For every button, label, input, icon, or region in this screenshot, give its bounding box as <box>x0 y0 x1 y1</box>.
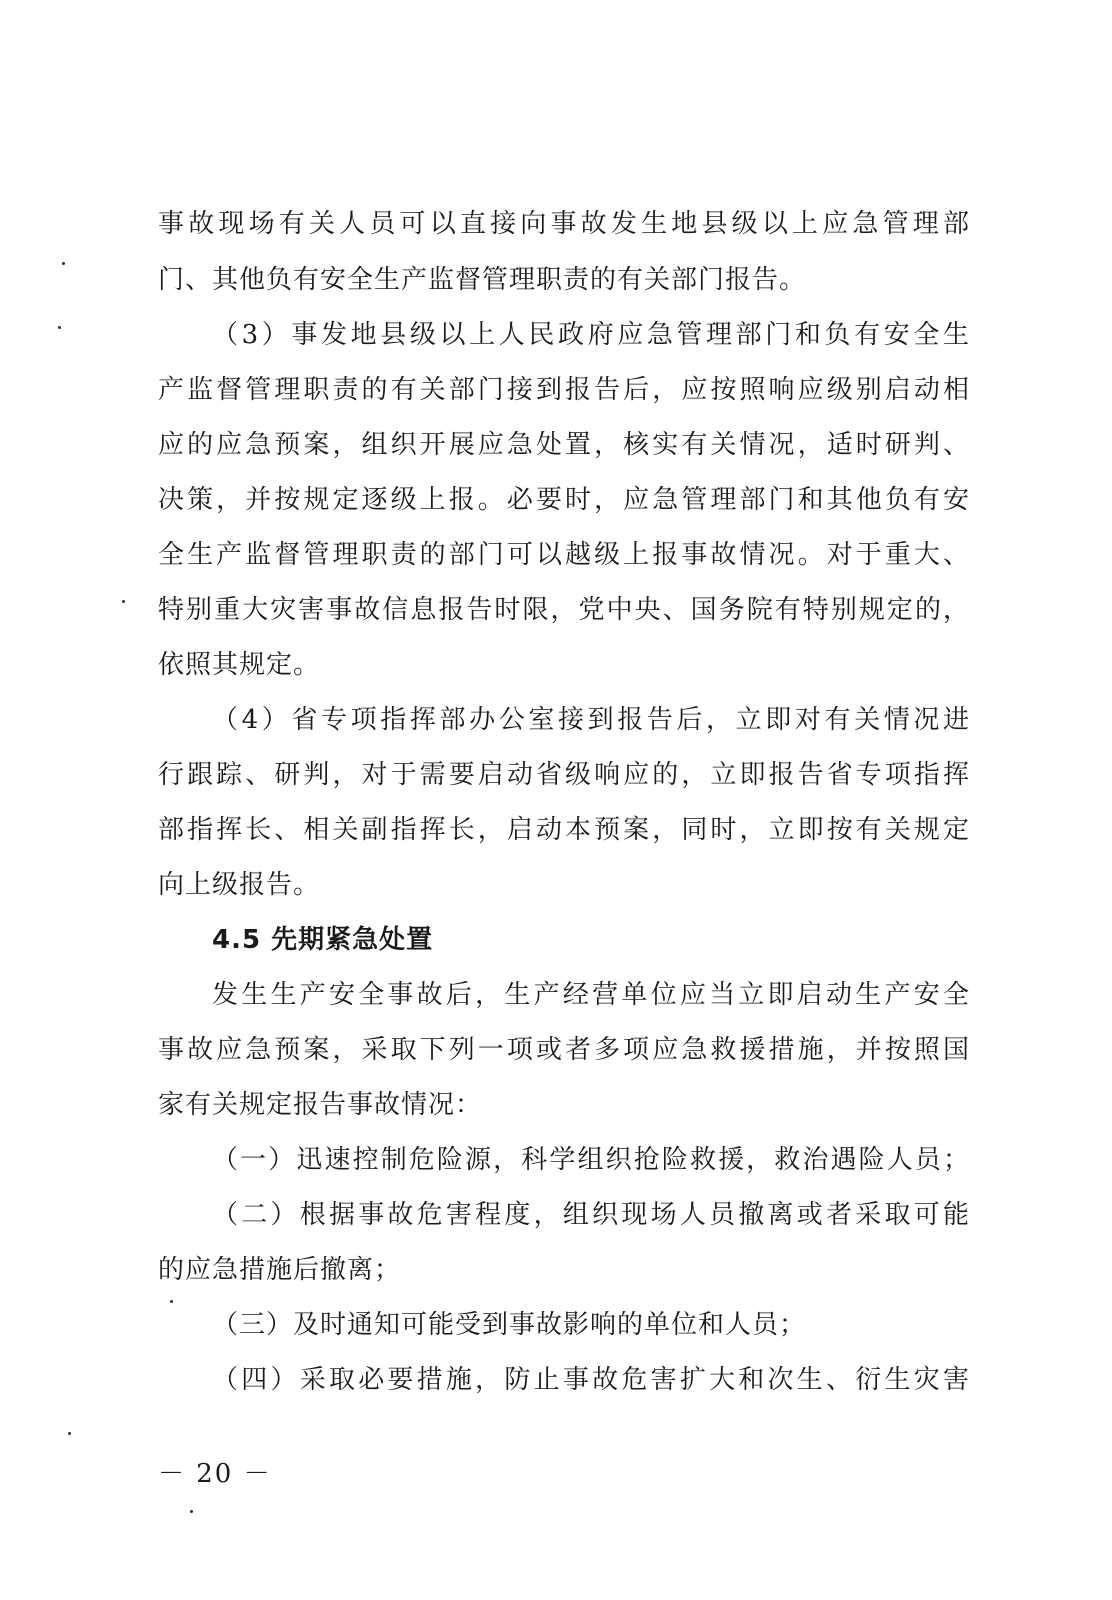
body-line: （一）迅速控制危险源，科学组织抢险救援，救治遇险人员； <box>212 1145 970 1175</box>
body-line: 部指挥长、相关副指挥长，启动本预案，同时，立即按有关规定 <box>158 815 970 845</box>
page-number: － 20 － <box>158 1459 272 1489</box>
body-line: （3）事发地县级以上人民政府应急管理部门和负有安全生 <box>212 320 970 350</box>
body-line: 向上级报告。 <box>158 870 321 900</box>
body-line: 产监督管理职责的有关部门接到报告后，应按照响应级别启动相 <box>158 375 970 405</box>
body-line: 行跟踪、研判，对于需要启动省级响应的，立即报告省专项指挥 <box>158 760 970 790</box>
body-line: 事故现场有关人员可以直接向事故发生地县级以上应急管理部 <box>158 209 970 239</box>
section-heading: 4.5 先期紧急处置 <box>212 925 434 955</box>
body-line: 的应急措施后撤离； <box>158 1255 402 1285</box>
body-line: 发生生产安全事故后，生产经营单位应当立即启动生产安全 <box>212 980 970 1010</box>
body-line: 家有关规定报告事故情况： <box>158 1090 483 1120</box>
scan-speck <box>68 1432 71 1435</box>
body-line: （三）及时通知可能受到事故影响的单位和人员； <box>212 1310 807 1340</box>
body-line: 特别重大灾害事故信息报告时限，党中央、国务院有特别规定的， <box>158 595 970 625</box>
body-line: （4）省专项指挥部办公室接到报告后，立即对有关情况进 <box>212 705 970 735</box>
scan-speck <box>62 262 65 265</box>
scan-speck <box>58 326 61 329</box>
scan-speck <box>190 1510 193 1513</box>
body-line: （二）根据事故危害程度，组织现场人员撤离或者采取可能 <box>212 1200 970 1230</box>
body-line: （四）采取必要措施，防止事故危害扩大和次生、衍生灾害 <box>212 1365 970 1395</box>
scan-speck <box>170 1300 173 1303</box>
body-line: 事故应急预案，采取下列一项或者多项应急救援措施，并按照国 <box>158 1035 970 1065</box>
body-line: 依照其规定。 <box>158 650 321 680</box>
body-line: 应的应急预案，组织开展应急处置，核实有关情况，适时研判、 <box>158 430 970 460</box>
scan-speck <box>122 600 125 603</box>
body-line: 决策，并按规定逐级上报。必要时，应急管理部门和其他负有安 <box>158 485 970 515</box>
body-line: 门、其他负有安全生产监督管理职责的有关部门报告。 <box>158 265 807 295</box>
body-line: 全生产监督管理职责的部门可以越级上报事故情况。对于重大、 <box>158 540 970 570</box>
